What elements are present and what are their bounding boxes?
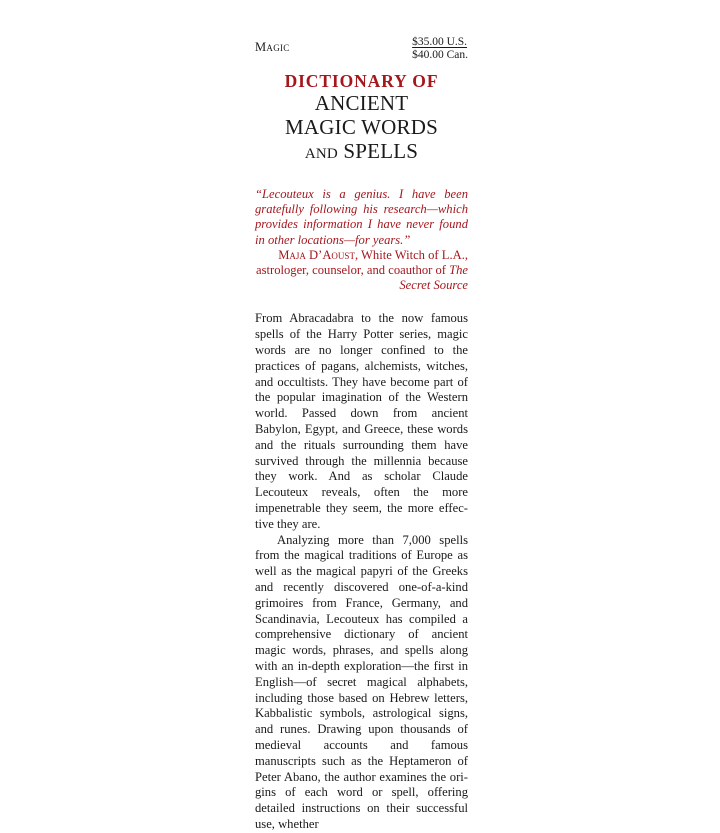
price-can: $40.00 Can. xyxy=(412,49,468,61)
book-title xyxy=(255,71,468,163)
title-and-word: and xyxy=(304,139,338,163)
title-line-2: ANCIENT xyxy=(314,91,409,115)
endorsement-attribution xyxy=(255,248,468,294)
title-line-1: DICTIONARY OF xyxy=(284,71,439,91)
flap-column xyxy=(255,30,468,833)
endorser-book: The Secret Source xyxy=(399,263,468,293)
title-line-4 xyxy=(255,139,468,163)
endorsement-quote: “Lecouteux is a genius. I have been gratefully following his research—which provides information I have never found in other locations—for years.” xyxy=(255,187,468,247)
category-label: Magic xyxy=(255,40,290,54)
endorser-name: Maja D’Aoust xyxy=(278,247,355,262)
header-row xyxy=(255,30,468,64)
description-paragraph-1: From Abracadabra to the now famous spells of the Harry Potter series, magic words are no longer confined to the practices of pagans, alchemists, witches, and occultists. They have become part of the popular imagination of the Western world. Passed down from ancient Babylon, Egypt, and Greece, these words and the rituals surrounding them have survived through the millennia because they work. And as scholar Claude Lecouteux reveals, often the more impenetrable they seem, the more effective they are. xyxy=(255,311,468,531)
price-us: $35.00 U.S. xyxy=(412,36,468,48)
price-block xyxy=(412,36,468,62)
endorser-role: , White Witch of L.A., astrologer, counselor, and coauthor of xyxy=(256,247,468,278)
description-paragraph-2: Analyzing more than 7,000 spells from the magical traditions of Europe as well as the magical papyri of the Greeks and recently discovered one-of-a-kind grimoires from France, Germany, and Scandinavia, Lecouteux has compiled a comprehensive dictionary of ancient magic words, phrases, and spells along with an in-depth exploration—the first in English—of secret magical alphabets, including those based on Hebrew letters, Kabbalistic symbols, astrological signs, and runes. Drawing upon thousands of medieval accounts and famous manuscripts such as the Heptameron of Peter Abano, the author examines the origins of each word or spell, offering detailed instructions on their successful use, whether xyxy=(255,532,468,831)
title-spells-word: SPELLS xyxy=(343,139,419,163)
description xyxy=(255,311,468,832)
title-line-3: MAGIC WORDS xyxy=(285,115,438,139)
